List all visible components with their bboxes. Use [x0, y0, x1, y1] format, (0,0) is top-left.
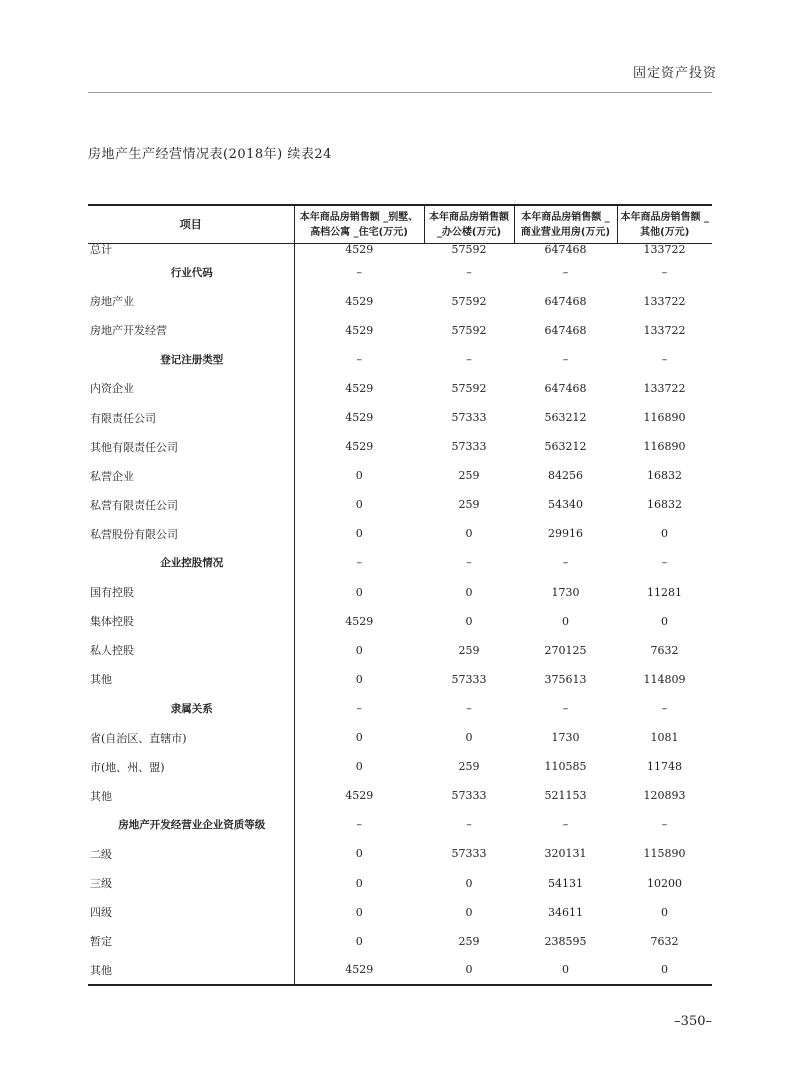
column-header-other-sales: 本年商品房销售额 _其他(万元) — [617, 205, 712, 244]
value-cell: 0 — [294, 461, 424, 490]
value-cell: 11748 — [647, 760, 682, 774]
table-row — [88, 432, 712, 461]
row-label-cell: 集体控股 — [90, 615, 134, 629]
value-cell: 4529 — [294, 287, 424, 316]
section-heading-cell: 行业代码 — [170, 266, 213, 279]
value-cell: 1730 — [551, 585, 580, 599]
value-cell: 4529 — [294, 781, 424, 810]
table-row — [88, 316, 712, 345]
value-cell: 133722 — [643, 323, 686, 337]
value-cell: 34611 — [548, 905, 583, 919]
row-label-cell: 房地产业 — [90, 295, 134, 309]
value-cell: – — [562, 818, 569, 832]
value-cell: 0 — [465, 614, 473, 628]
value-cell: 259 — [458, 760, 480, 774]
value-cell: 0 — [294, 752, 424, 781]
value-cell: 0 — [562, 963, 569, 977]
table-row — [88, 956, 712, 985]
value-cell: 7632 — [650, 934, 679, 948]
value-cell: – — [466, 556, 472, 570]
value-cell: – — [661, 701, 668, 715]
value-cell: 4529 — [294, 316, 424, 345]
value-cell: – — [562, 352, 569, 366]
value-cell: – — [661, 265, 668, 279]
value-cell: 0 — [661, 963, 668, 977]
value-cell: 0 — [661, 527, 668, 541]
value-cell: 1081 — [650, 731, 679, 745]
section-heading-cell: 企业控股情况 — [160, 557, 224, 570]
column-header-item: 项目 — [179, 218, 202, 231]
table-row — [88, 403, 712, 432]
value-cell: 259 — [458, 643, 480, 657]
value-cell: 0 — [465, 905, 473, 919]
column-header-office-sales: 本年商品房销售额 _办公楼(万元) — [424, 205, 514, 244]
value-cell: 0 — [294, 665, 424, 694]
table-title: 房地产生产经营情况表(2018年) 续表24 — [88, 147, 332, 162]
row-label-cell: 总计 — [90, 243, 112, 256]
value-cell: 0 — [465, 876, 473, 890]
value-cell: 320131 — [544, 847, 587, 861]
row-label-cell: 私营有限责任公司 — [90, 498, 178, 512]
value-cell: 563212 — [544, 411, 587, 425]
section-heading-cell: 登记注册类型 — [160, 353, 224, 366]
value-cell: 54131 — [548, 876, 583, 890]
table-row — [88, 548, 712, 577]
value-cell: 11281 — [647, 585, 682, 599]
value-cell: 4529 — [294, 956, 424, 985]
value-cell: 647468 — [544, 294, 587, 308]
value-cell: – — [661, 352, 668, 366]
value-cell: 57333 — [451, 789, 487, 803]
value-cell: 259 — [458, 469, 480, 483]
value-cell: 7632 — [650, 643, 679, 657]
table-row — [88, 781, 712, 810]
value-cell: – — [294, 810, 424, 839]
value-cell: 521153 — [544, 789, 587, 803]
table-row — [88, 927, 712, 956]
table-body — [88, 244, 712, 985]
value-cell: 259 — [458, 934, 480, 948]
value-cell: 133722 — [643, 381, 686, 395]
value-cell: 57333 — [451, 440, 487, 454]
value-cell: 4529 — [294, 374, 424, 403]
value-cell: 0 — [465, 585, 473, 599]
value-cell: 0 — [294, 927, 424, 956]
table-row — [88, 810, 712, 839]
value-cell: 0 — [661, 905, 668, 919]
value-cell: 4529 — [294, 403, 424, 432]
table-row — [88, 461, 712, 490]
value-cell: 133722 — [643, 243, 686, 256]
table-row — [88, 868, 712, 897]
table-row — [88, 258, 712, 287]
value-cell: 114809 — [643, 672, 686, 686]
value-cell: 0 — [294, 839, 424, 868]
row-label-cell: 其他有限责任公司 — [90, 440, 178, 454]
value-cell: 110585 — [544, 760, 587, 774]
value-cell: – — [562, 701, 569, 715]
row-label-cell: 市(地、州、盟) — [90, 760, 165, 774]
value-cell: 133722 — [643, 294, 686, 308]
row-label-cell: 其他 — [90, 789, 112, 803]
table-row — [88, 665, 712, 694]
table-row — [88, 374, 712, 403]
value-cell: 1730 — [551, 731, 580, 745]
value-cell: 0 — [294, 868, 424, 897]
value-cell: 259 — [458, 498, 480, 512]
value-cell: – — [466, 701, 472, 715]
table-row — [88, 519, 712, 548]
table-row — [88, 244, 712, 258]
value-cell: 0 — [661, 614, 668, 628]
value-cell: 84256 — [548, 469, 583, 483]
row-label-cell: 有限责任公司 — [90, 411, 156, 425]
value-cell: 0 — [562, 614, 569, 628]
value-cell: 57333 — [451, 411, 487, 425]
table-row — [88, 287, 712, 316]
row-label-cell: 三级 — [90, 877, 112, 891]
table-row — [88, 752, 712, 781]
value-cell: 57592 — [451, 294, 487, 308]
value-cell: – — [562, 265, 569, 279]
column-header-commercial-sales: 本年商品房销售额 _商业营业用房(万元) — [514, 205, 617, 244]
value-cell: 115890 — [643, 847, 686, 861]
value-cell: 647468 — [544, 243, 587, 256]
value-cell: – — [466, 818, 472, 832]
row-label-cell: 二级 — [90, 847, 112, 861]
row-label-cell: 私营股份有限公司 — [90, 527, 178, 541]
value-cell: 0 — [465, 963, 473, 977]
row-label-cell: 国有控股 — [90, 586, 134, 600]
value-cell: 647468 — [544, 381, 587, 395]
value-cell: – — [661, 818, 668, 832]
value-cell: – — [466, 265, 472, 279]
table-row — [88, 723, 712, 752]
value-cell: 0 — [294, 723, 424, 752]
value-cell: 116890 — [643, 411, 686, 425]
row-label-cell: 私人控股 — [90, 644, 134, 658]
value-cell: 0 — [465, 527, 473, 541]
table-row — [88, 607, 712, 636]
value-cell: 647468 — [544, 323, 587, 337]
value-cell: 10200 — [647, 876, 682, 890]
value-cell: 0 — [465, 731, 473, 745]
value-cell: 57592 — [451, 243, 487, 256]
value-cell: – — [466, 352, 472, 366]
value-cell: 563212 — [544, 440, 587, 454]
table-row — [88, 694, 712, 723]
row-label-cell: 私营企业 — [90, 469, 134, 483]
value-cell: 4529 — [294, 432, 424, 461]
value-cell: – — [294, 258, 424, 287]
data-table-container — [88, 204, 712, 986]
value-cell: 57333 — [451, 672, 487, 686]
column-header-villa-sales: 本年商品房销售额 _别墅、高档公寓 _住宅(万元) — [294, 205, 424, 244]
running-head: 固定资产投资 — [632, 66, 717, 81]
row-label-cell: 内资企业 — [90, 382, 134, 396]
value-cell: 4529 — [294, 244, 424, 258]
value-cell: 29916 — [548, 527, 583, 541]
table-row — [88, 898, 712, 927]
table-row — [88, 345, 712, 374]
value-cell: 270125 — [544, 643, 587, 657]
table-row — [88, 578, 712, 607]
value-cell: 116890 — [643, 440, 686, 454]
section-heading-cell: 隶属关系 — [170, 702, 213, 715]
value-cell: 16832 — [647, 469, 682, 483]
value-cell: – — [294, 345, 424, 374]
table-row — [88, 490, 712, 519]
value-cell: 54340 — [548, 498, 583, 512]
row-label-cell: 其他 — [90, 963, 112, 977]
value-cell: 238595 — [544, 934, 587, 948]
header-rule — [88, 92, 712, 93]
data-table — [88, 204, 712, 986]
value-cell: 16832 — [647, 498, 682, 512]
value-cell: 57592 — [451, 323, 487, 337]
row-label-cell: 暂定 — [90, 935, 112, 949]
value-cell: 57333 — [451, 847, 487, 861]
value-cell: 375613 — [544, 672, 587, 686]
row-label-cell: 四级 — [90, 906, 112, 920]
row-label-cell: 省(自治区、直辖市) — [90, 731, 187, 745]
value-cell: – — [294, 694, 424, 723]
page-number: –350– — [674, 1014, 712, 1029]
table-row — [88, 636, 712, 665]
row-label-cell: 其他 — [90, 673, 112, 687]
value-cell: 0 — [294, 636, 424, 665]
value-cell: – — [562, 556, 569, 570]
value-cell: – — [661, 556, 668, 570]
value-cell: – — [294, 548, 424, 577]
value-cell: 4529 — [294, 607, 424, 636]
value-cell: 0 — [294, 898, 424, 927]
value-cell: 0 — [294, 490, 424, 519]
value-cell: 57592 — [451, 381, 487, 395]
value-cell: 0 — [294, 578, 424, 607]
section-heading-cell: 房地产开发经营业企业资质等级 — [118, 819, 266, 832]
value-cell: 120893 — [643, 789, 686, 803]
table-row — [88, 839, 712, 868]
value-cell: 0 — [294, 519, 424, 548]
table-header-row — [88, 205, 712, 244]
row-label-cell: 房地产开发经营 — [90, 324, 167, 338]
